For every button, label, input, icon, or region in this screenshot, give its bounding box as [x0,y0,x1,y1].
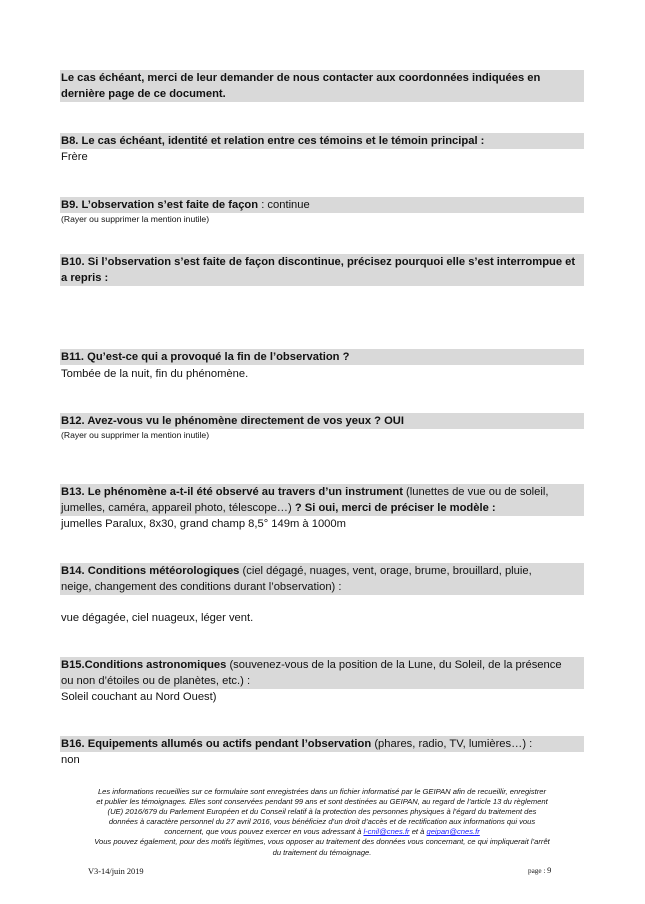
b12-note: (Rayer ou supprimer la mention inutile) [61,430,210,440]
footer-line-7: du traitement du témoignage. [272,847,372,857]
b12-answer: OUI [384,415,404,427]
b16-question [60,736,584,752]
b16-answer: non [61,754,80,766]
b10-question [60,254,584,286]
geipan-email-link[interactable]: geipan@cnes.fr [426,827,480,837]
b9-note: (Rayer ou supprimer la mention inutile) [61,214,210,224]
b14-answer: vue dégagée, ciel nuageux, léger vent. [61,612,254,624]
b13-line1-rest: (lunettes de vue ou de soleil, [402,486,549,498]
b13-question [60,484,584,516]
footer-line-5-pre: concernent, que vous pouvez exercer en vous adressant à [164,827,364,837]
footer-line-4: données à caractère personnel du 27 avril 2016, vous bénéficiez d’un droit d’accès et de rectification aux informations qui vous [108,817,536,827]
version-label: V3-14/juin 2019 [88,867,144,876]
footer-line-5-mid: et à [409,827,427,837]
b13-line2-bold: ? Si oui, merci de préciser le modèle : [291,502,496,514]
footer-line-5 [62,827,582,837]
b9-question-row [60,197,584,213]
b16-line1-rest: (phares, radio, TV, lumières…) : [371,738,533,750]
b15-answer: Soleil couchant au Nord Ouest) [61,691,217,703]
b8-question: B8. Le cas échéant, identité et relation entre ces témoins et le témoin principal : [60,133,584,149]
footer-line-1: Les informations recueillies sur ce formulaire sont enregistrées dans un fichier informatisé par le GEIPAN afin de recueillir, enregistrer [97,787,547,796]
b15-line1-rest: (souvenez-vous de la position de la Lune, du Soleil, de la présence [226,659,562,671]
b14-line1-rest: (ciel dégagé, nuages, vent, orage, brume, brouillard, pluie, [239,565,532,577]
page-number-value: 9 [547,866,552,875]
b13-answer: jumelles Paralux, 8x30, grand champ 8,5° 149m à 1000m [61,518,346,530]
b11-answer: Tombée de la nuit, fin du phénomène. [61,368,249,380]
b9-answer: : continue [258,199,310,211]
b10-line-1: B10. Si l’observation s’est faite de façon discontinue, précisez pourquoi elle s’est interrompue et [61,256,576,268]
b16-line1-bold: B16. Equipements allumés ou actifs pendant l’observation [61,738,372,750]
b15-line-2: ou non d’étoiles ou de planètes, etc.) : [61,675,251,687]
b15-line1-bold: B15.Conditions astronomiques [61,659,227,671]
b13-line2-normal: jumelles, caméra, appareil photo, télescope…) [61,502,292,514]
footer-line-2: et publier les témoignages. Elles sont conservées pendant 99 ans et sont destinées au GEIPAN, au regard de l’article 13 du règlement [96,797,548,807]
intro-line-2: dernière page de ce document. [61,88,226,100]
b9-question: B9. L’observation s’est faite de façon [61,199,259,211]
b12-question-row [60,413,584,429]
b10-line-2: a repris : [61,272,109,284]
intro-line-1: Le cas échéant, merci de leur demander de nous contacter aux coordonnées indiquées en [61,72,541,84]
b8-answer: Frère [61,151,88,163]
b13-line1-bold: B13. Le phénomène a-t-il été observé au travers d’un instrument [61,486,403,498]
footer-line-6: Vous pouvez également, pour des motifs légitimes, vous opposer au traitement des données vous concernant, ce qui impliquerait l’arrêt [94,837,550,847]
b14-question [60,563,584,595]
cnil-email-link[interactable]: l-cnil@cnes.fr [363,827,410,837]
b14-line1-bold: B14. Conditions météorologiques [61,565,240,577]
footer-line-3: (UE) 2016/679 du Parlement Européen et du Conseil relatif à la protection des personnes physiques à l’égard du traitement des [107,807,537,817]
privacy-footer [62,787,582,858]
page-label: page : [528,867,548,875]
b12-question: B12. Avez-vous vu le phénomène directement de vos yeux ? [61,415,381,427]
intro-notice [60,70,584,102]
page-number [528,866,551,875]
b14-line-2: neige, changement des conditions durant l’observation) : [61,581,342,593]
b15-question [60,657,584,689]
b11-question: B11. Qu’est-ce qui a provoqué la fin de l’observation ? [60,349,584,365]
